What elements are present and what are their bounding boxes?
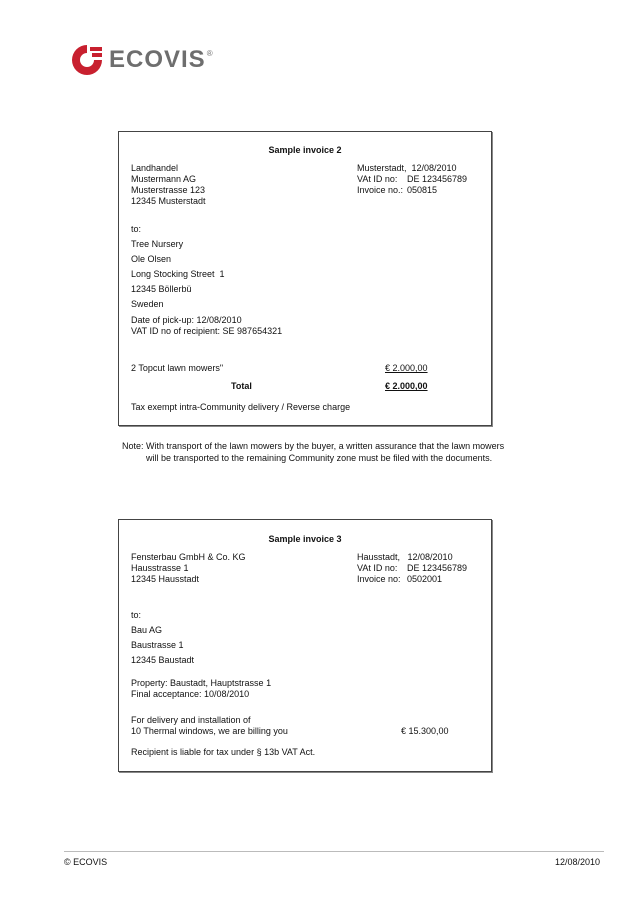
pickup-date: Date of pick-up: 12/08/2010 bbox=[131, 315, 242, 325]
invoice-2-tax-note: Tax exempt intra-Community delivery / Reverse charge bbox=[131, 402, 351, 412]
recipient-line: Tree Nursery bbox=[131, 239, 184, 249]
sample-invoice-3 bbox=[118, 519, 492, 772]
invoice-no-label: Invoice no.: bbox=[357, 185, 404, 195]
seller-line: Fensterbau GmbH & Co. KG bbox=[131, 552, 246, 562]
invoice-no-value: 0502001 bbox=[407, 574, 443, 584]
invoice-3-seller-address bbox=[131, 552, 246, 585]
invoice-2-pickup-info bbox=[131, 315, 282, 337]
invoice-no-row bbox=[357, 185, 467, 196]
footer-copyright: © ECOVIS bbox=[64, 857, 108, 867]
seller-line: Mustermann AG bbox=[131, 174, 197, 184]
recipient-line: Long Stocking Street 1 bbox=[131, 269, 225, 279]
sample-invoice-2 bbox=[118, 131, 492, 426]
note-label: Note: bbox=[122, 441, 144, 451]
invoice-no-row bbox=[357, 574, 467, 585]
seller-line: 12345 Musterstadt bbox=[131, 196, 206, 206]
seller-line: Landhandel bbox=[131, 163, 179, 173]
invoice-2-title: Sample invoice 2 bbox=[268, 145, 342, 155]
invoice-no-value: 050815 bbox=[407, 185, 438, 195]
invoice-3-meta bbox=[357, 552, 467, 585]
invoice-2-total-label: Total bbox=[231, 381, 252, 391]
delivery-line: 10 Thermal windows, we are billing you bbox=[131, 726, 288, 736]
recipient-line: 12345 Böllerbü bbox=[131, 284, 192, 294]
vat-id-value: DE 123456789 bbox=[407, 174, 468, 184]
place-date: Musterstadt, 12/08/2010 bbox=[357, 163, 457, 173]
ecovis-logo bbox=[70, 43, 213, 77]
invoice-2-meta bbox=[357, 163, 467, 196]
place-date: Hausstadt, 12/08/2010 bbox=[357, 552, 453, 562]
footer-divider bbox=[64, 851, 604, 852]
invoice-2-seller-address bbox=[131, 163, 206, 207]
invoice-2-item-description: 2 Topcut lawn mowers" bbox=[131, 363, 224, 373]
invoice-3-delivery bbox=[131, 715, 288, 737]
recipient-line: Sweden bbox=[131, 299, 164, 309]
recipient-line: to: bbox=[131, 610, 142, 620]
invoice-no-label: Invoice no: bbox=[357, 574, 401, 584]
final-acceptance: Final acceptance: 10/08/2010 bbox=[131, 689, 250, 699]
invoice-3-tax-note: Recipient is liable for tax under § 13b VAT Act. bbox=[131, 747, 316, 757]
vat-id-label: VAt ID no: bbox=[357, 563, 398, 573]
ecovis-logo-icon bbox=[70, 43, 104, 77]
vat-id-row bbox=[357, 174, 467, 185]
invoice-3-recipient bbox=[131, 608, 194, 668]
note-text: With transport of the lawn mowers by the buyer, a written assurance that the lawn mowers will be transported to the remaining Community zone must be filed with the documents. bbox=[146, 441, 505, 463]
seller-line: 12345 Hausstadt bbox=[131, 574, 200, 584]
footer-date: 12/08/2010 bbox=[554, 857, 600, 867]
invoice-2-recipient bbox=[131, 222, 225, 312]
property-address: Property: Baustadt, Hauptstrasse 1 bbox=[131, 678, 272, 688]
invoice-3-property-info bbox=[131, 678, 271, 700]
recipient-line: 12345 Baustadt bbox=[131, 655, 195, 665]
logo-wordmark: ECOVIS bbox=[109, 46, 206, 73]
invoice-3-title: Sample invoice 3 bbox=[268, 534, 342, 544]
vat-id-row bbox=[357, 563, 467, 574]
invoice-3-amount: € 15.300,00 bbox=[401, 726, 449, 736]
seller-line: Musterstrasse 123 bbox=[131, 185, 206, 195]
recipient-line: Baustrasse 1 bbox=[131, 640, 184, 650]
seller-line: Hausstrasse 1 bbox=[131, 563, 189, 573]
recipient-line: Ole Olsen bbox=[131, 254, 172, 264]
vat-id-label: VAt ID no: bbox=[357, 174, 398, 184]
invoice-2-total-amount: € 2.000,00 bbox=[385, 381, 428, 391]
recipient-line: Bau AG bbox=[131, 625, 163, 635]
recipient-vat-id: VAT ID no of recipient: SE 987654321 bbox=[131, 326, 283, 336]
recipient-line: to: bbox=[131, 224, 142, 234]
delivery-line: For delivery and installation of bbox=[131, 715, 251, 725]
logo-registered-mark: ® bbox=[206, 49, 213, 58]
vat-id-value: DE 123456789 bbox=[407, 563, 468, 573]
invoice-2-item-amount: € 2.000,00 bbox=[385, 363, 428, 373]
